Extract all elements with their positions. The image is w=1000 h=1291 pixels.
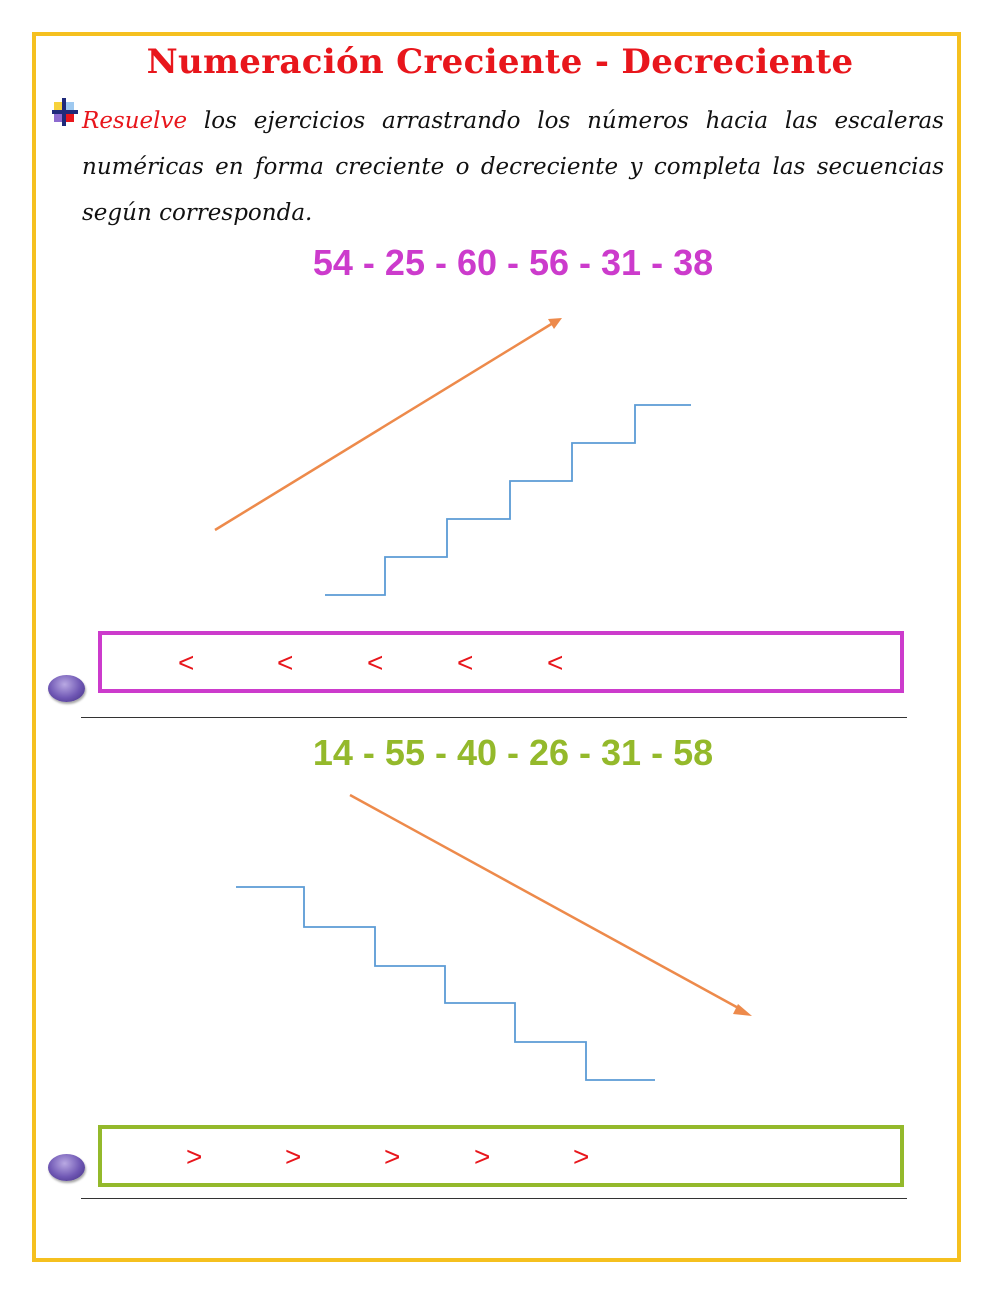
greater-than-symbol: > <box>186 1141 203 1172</box>
less-than-symbol: < <box>178 647 195 678</box>
less-than-symbol: < <box>457 647 474 678</box>
less-than-symbol: < <box>277 647 294 678</box>
oval-button-icon[interactable] <box>48 675 85 702</box>
page-title: Numeración Creciente - Decreciente <box>146 42 854 82</box>
divider <box>81 717 907 718</box>
answer-box-descending[interactable] <box>98 1125 904 1187</box>
greater-than-symbol: > <box>474 1141 491 1172</box>
greater-than-symbol: > <box>573 1141 590 1172</box>
sequence-ascending: 54 - 25 - 60 - 56 - 31 - 38 <box>312 242 714 283</box>
less-than-symbol: < <box>547 647 564 678</box>
less-than-symbol: < <box>367 647 384 678</box>
instructions-text: los ejercicios arrastrando los números hacia las escaleras numéricas en forma creciente o decreciente y completa las secuencias según corresponda. <box>82 108 944 226</box>
oval-button-icon[interactable] <box>48 1154 85 1181</box>
arrow-down-icon <box>350 795 752 1016</box>
sequence-descending: 14 - 55 - 40 - 26 - 31 - 58 <box>312 732 714 773</box>
stairs-ascending <box>325 405 691 595</box>
greater-than-symbol: > <box>384 1141 401 1172</box>
instructions-highlight: Resuelve <box>82 108 188 134</box>
greater-than-symbol: > <box>285 1141 302 1172</box>
divider <box>81 1198 907 1199</box>
answer-box-ascending[interactable] <box>98 631 904 693</box>
stairs-descending <box>236 887 655 1080</box>
